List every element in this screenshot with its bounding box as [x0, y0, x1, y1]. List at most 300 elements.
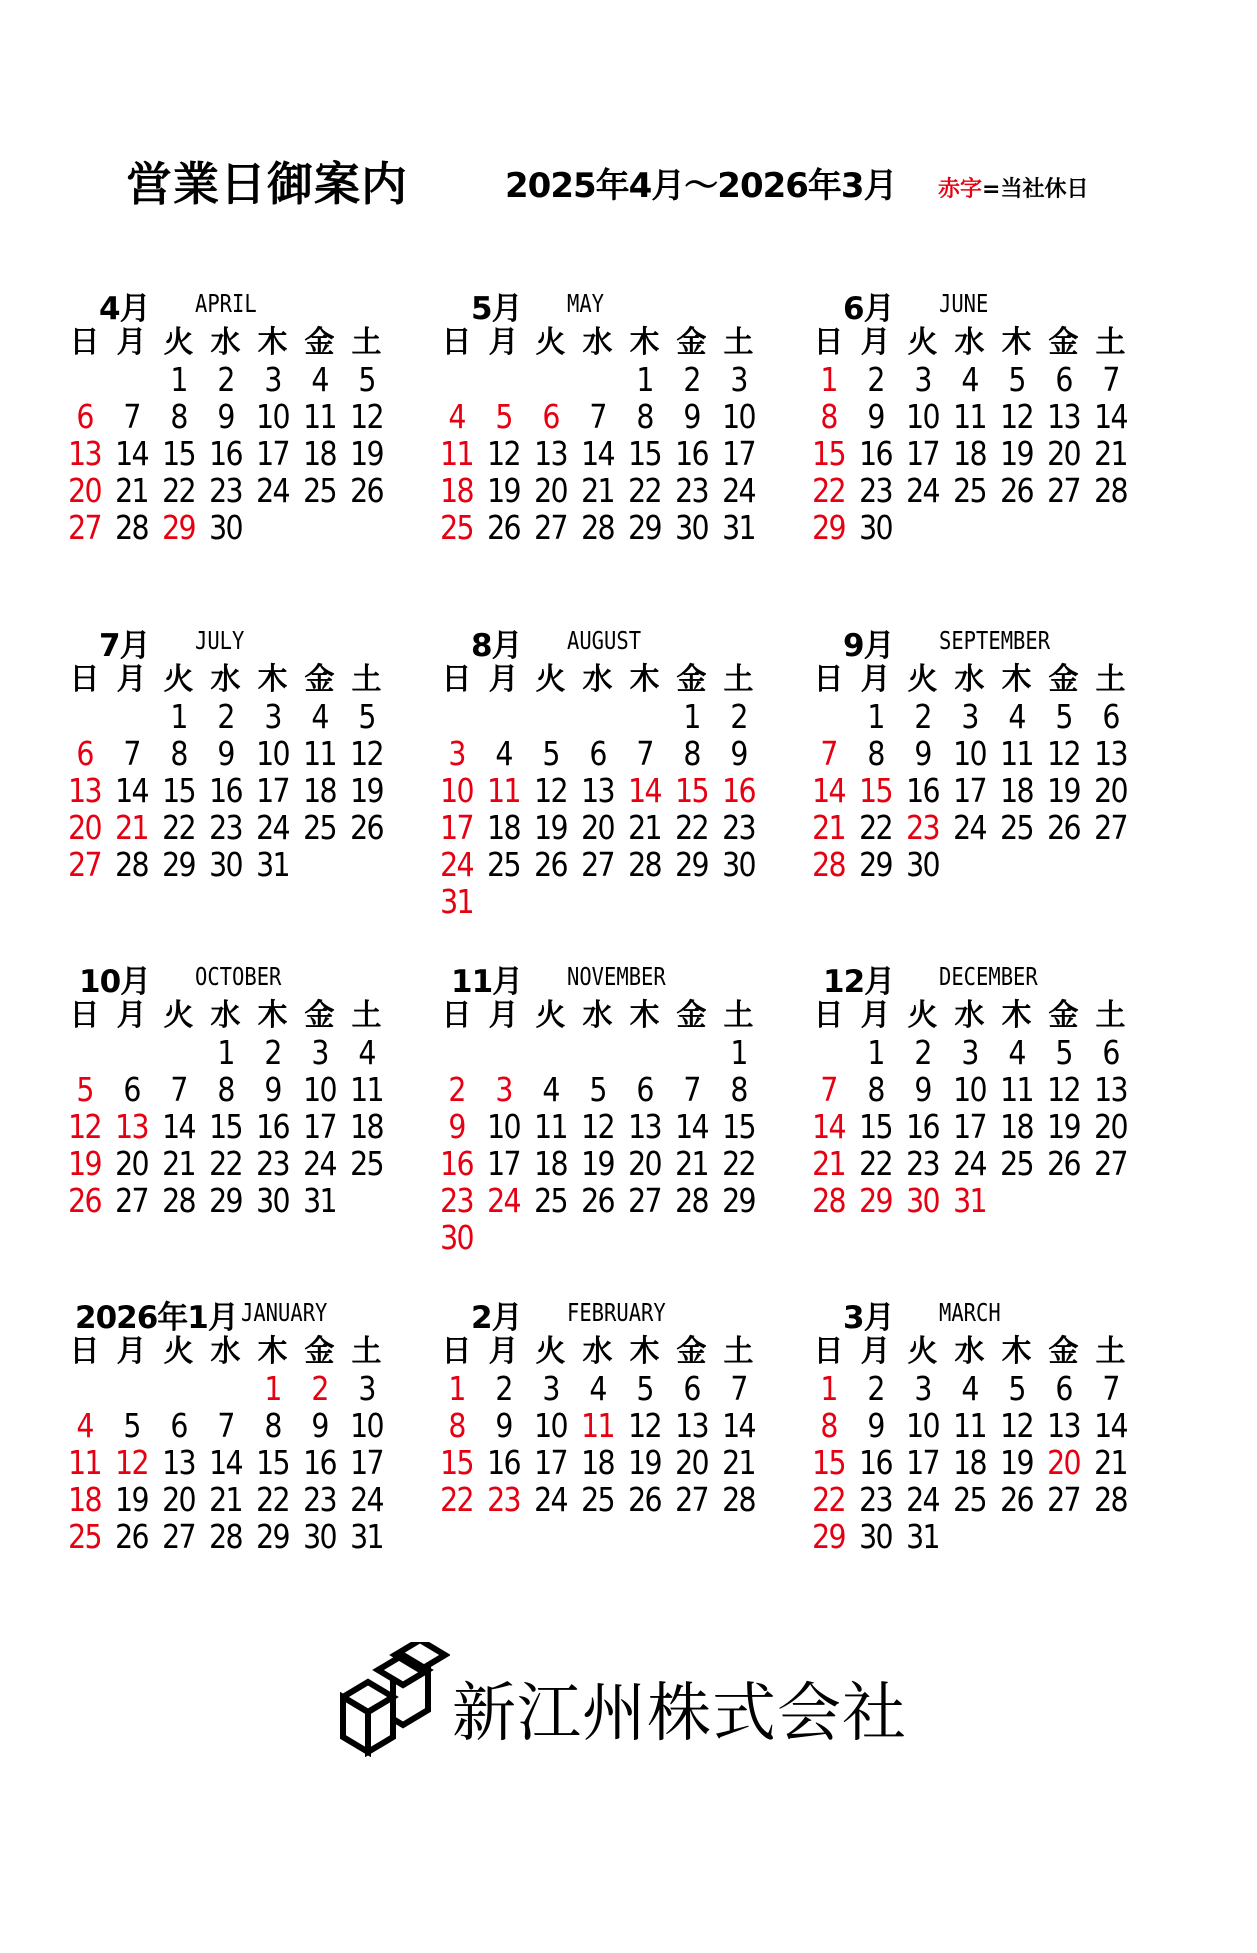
- day-cell: 5: [1008, 1369, 1025, 1408]
- empty-cell: [527, 1034, 574, 1071]
- day-cell: 27: [1047, 1480, 1080, 1519]
- month-header: [61, 283, 391, 327]
- day-cell: 16: [675, 434, 708, 473]
- day-cell: 1: [170, 360, 187, 399]
- day-cell: 30: [675, 508, 708, 547]
- calendar-period: 2025年4月～2026年3月: [505, 166, 897, 206]
- empty-cell: [61, 361, 108, 398]
- weekday-label: 火: [535, 662, 566, 697]
- day-cell: 12: [350, 734, 383, 773]
- day-cell: 19: [350, 771, 383, 810]
- day-cell: 18: [303, 771, 336, 810]
- day-cell: 2: [730, 697, 747, 736]
- month-june: [805, 283, 1135, 583]
- day-cell: 16: [859, 434, 892, 473]
- day-cell-holiday: 29: [812, 508, 845, 547]
- month-august: [433, 620, 763, 920]
- weekday-label: 土: [723, 662, 754, 697]
- weekday-label: 土: [723, 998, 754, 1033]
- day-cell: 10: [350, 1406, 383, 1445]
- day-cell: 30: [906, 845, 939, 884]
- day-cell-holiday: 16: [440, 1144, 473, 1183]
- day-cell: 25: [1000, 1144, 1033, 1183]
- weekday-label: 日: [813, 1334, 844, 1369]
- month-jp-label: 9月: [843, 628, 894, 664]
- day-cell-holiday: 12: [115, 1443, 148, 1482]
- day-cell: 11: [534, 1107, 567, 1146]
- day-cell: 23: [256, 1144, 289, 1183]
- weekday-label: 金: [676, 1334, 707, 1369]
- day-cell: 7: [170, 1070, 187, 1109]
- day-cell: 8: [170, 397, 187, 436]
- empty-cell: [433, 698, 480, 735]
- day-cell: 21: [581, 471, 614, 510]
- empty-cell: [480, 698, 527, 735]
- day-cell: 1: [867, 1033, 884, 1072]
- day-cell: 26: [1000, 471, 1033, 510]
- month-july: [61, 620, 391, 920]
- weekday-label: 木: [629, 1334, 660, 1369]
- weekday-label: 月: [488, 998, 519, 1033]
- day-cell: 28: [628, 845, 661, 884]
- weekday-label: 水: [582, 1334, 613, 1369]
- day-cell: 18: [953, 434, 986, 473]
- month-jp-label: 12月: [823, 964, 895, 1000]
- day-cell-holiday: 14: [812, 1107, 845, 1146]
- day-cell: 25: [953, 1480, 986, 1519]
- day-cell: 20: [628, 1144, 661, 1183]
- day-cell: 27: [1094, 808, 1127, 847]
- day-cell: 3: [961, 697, 978, 736]
- day-cell: 15: [209, 1107, 242, 1146]
- day-cell: 19: [350, 434, 383, 473]
- day-cell: 17: [256, 771, 289, 810]
- day-cell: 26: [1047, 808, 1080, 847]
- day-cell: 26: [350, 808, 383, 847]
- day-cell: 3: [914, 360, 931, 399]
- month-en-label: JUNE: [939, 289, 989, 318]
- day-cell: 18: [1000, 771, 1033, 810]
- weekday-label: 木: [629, 998, 660, 1033]
- day-cell: 25: [953, 471, 986, 510]
- day-cell: 11: [953, 1406, 986, 1445]
- day-cell: 10: [256, 734, 289, 773]
- day-cell-holiday: 15: [812, 434, 845, 473]
- day-cell: 16: [256, 1107, 289, 1146]
- weekday-label: 金: [676, 662, 707, 697]
- weekday-label: 木: [1001, 1334, 1032, 1369]
- weekday-label: 日: [69, 325, 100, 360]
- day-cell: 25: [303, 471, 336, 510]
- day-cell: 14: [675, 1107, 708, 1146]
- day-cell: 14: [209, 1443, 242, 1482]
- day-cell-holiday: 6: [542, 397, 559, 436]
- month-days-grid: [433, 661, 763, 920]
- month-december: [805, 956, 1135, 1256]
- day-cell-holiday: 11: [487, 771, 520, 810]
- day-cell: 3: [542, 1369, 559, 1408]
- day-cell-holiday: 5: [76, 1070, 93, 1109]
- month-header: [61, 1292, 391, 1336]
- day-cell-holiday: 13: [115, 1107, 148, 1146]
- day-cell-holiday: 27: [68, 508, 101, 547]
- day-cell-holiday: 22: [812, 1480, 845, 1519]
- day-cell-holiday: 28: [812, 1181, 845, 1220]
- month-january: [61, 1292, 391, 1592]
- day-cell: 28: [1094, 471, 1127, 510]
- weekday-label: 水: [210, 1334, 241, 1369]
- empty-cell: [527, 698, 574, 735]
- empty-cell: [155, 1034, 202, 1071]
- day-cell: 23: [303, 1480, 336, 1519]
- day-cell: 8: [264, 1406, 281, 1445]
- day-cell-holiday: 13: [68, 771, 101, 810]
- month-en-label: JULY: [195, 626, 245, 655]
- month-jp-label: 10月: [79, 964, 151, 1000]
- weekday-label: 水: [954, 325, 985, 360]
- day-cell: 22: [162, 471, 195, 510]
- day-cell: 11: [1000, 1070, 1033, 1109]
- weekday-label: 日: [441, 998, 472, 1033]
- day-cell: 21: [675, 1144, 708, 1183]
- empty-cell: [480, 361, 527, 398]
- company-name: 新江州株式会社: [452, 1677, 907, 1751]
- day-cell: 7: [1102, 1369, 1119, 1408]
- day-cell: 27: [581, 845, 614, 884]
- day-cell: 2: [217, 697, 234, 736]
- empty-cell: [61, 698, 108, 735]
- legend: [938, 172, 1088, 203]
- month-en-label: FEBRUARY: [567, 1298, 666, 1327]
- legend-red-label: 赤字: [938, 177, 983, 202]
- day-cell: 2: [264, 1033, 281, 1072]
- weekday-label: 木: [257, 1334, 288, 1369]
- month-days-grid: [61, 324, 391, 546]
- day-cell: 16: [303, 1443, 336, 1482]
- month-en-label: MARCH: [939, 1298, 1001, 1327]
- weekday-label: 金: [1048, 662, 1079, 697]
- day-cell: 27: [1094, 1144, 1127, 1183]
- month-days-grid: [433, 1333, 763, 1518]
- day-cell: 4: [495, 734, 512, 773]
- day-cell: 4: [961, 360, 978, 399]
- day-cell: 17: [350, 1443, 383, 1482]
- day-cell: 12: [1047, 734, 1080, 773]
- day-cell: 14: [115, 771, 148, 810]
- day-cell: 7: [123, 734, 140, 773]
- day-cell: 23: [209, 471, 242, 510]
- day-cell: 11: [350, 1070, 383, 1109]
- month-jp-label: 11月: [451, 964, 523, 1000]
- month-jp-label: 2026年1月: [75, 1300, 238, 1336]
- weekday-label: 土: [351, 325, 382, 360]
- day-cell: 23: [675, 471, 708, 510]
- day-cell: 9: [867, 397, 884, 436]
- day-cell: 28: [1094, 1480, 1127, 1519]
- month-september: [805, 620, 1135, 920]
- month-header: [805, 956, 1135, 1000]
- day-cell-holiday: 23: [440, 1181, 473, 1220]
- day-cell: 3: [264, 360, 281, 399]
- day-cell: 5: [358, 360, 375, 399]
- day-cell: 7: [589, 397, 606, 436]
- day-cell: 2: [867, 1369, 884, 1408]
- day-cell: 2: [217, 360, 234, 399]
- day-cell: 30: [256, 1181, 289, 1220]
- day-cell: 30: [209, 508, 242, 547]
- month-february: [433, 1292, 763, 1592]
- day-cell-holiday: 19: [68, 1144, 101, 1183]
- day-cell: 21: [722, 1443, 755, 1482]
- day-cell: 13: [675, 1406, 708, 1445]
- day-cell: 7: [730, 1369, 747, 1408]
- day-cell: 3: [264, 697, 281, 736]
- day-cell: 4: [1008, 1033, 1025, 1072]
- weekday-label: 月: [860, 1334, 891, 1369]
- weekday-label: 木: [257, 998, 288, 1033]
- day-cell: 14: [722, 1406, 755, 1445]
- day-cell-holiday: 21: [812, 808, 845, 847]
- month-october: [61, 956, 391, 1256]
- day-cell: 14: [162, 1107, 195, 1146]
- month-jp-label: 5月: [471, 291, 522, 327]
- day-cell: 20: [1047, 434, 1080, 473]
- day-cell: 1: [217, 1033, 234, 1072]
- day-cell: 29: [162, 845, 195, 884]
- weekday-label: 火: [907, 325, 938, 360]
- day-cell-holiday: 11: [68, 1443, 101, 1482]
- day-cell: 16: [209, 771, 242, 810]
- day-cell: 27: [115, 1181, 148, 1220]
- day-cell: 1: [636, 360, 653, 399]
- day-cell-holiday: 18: [440, 471, 473, 510]
- day-cell: 31: [722, 508, 755, 547]
- month-jp-label: 8月: [471, 628, 522, 664]
- day-cell: 29: [859, 845, 892, 884]
- day-cell: 17: [722, 434, 755, 473]
- month-header: [805, 620, 1135, 664]
- day-cell-holiday: 28: [812, 845, 845, 884]
- day-cell: 20: [1094, 771, 1127, 810]
- day-cell: 10: [953, 1070, 986, 1109]
- day-cell: 19: [1000, 1443, 1033, 1482]
- day-cell-holiday: 12: [68, 1107, 101, 1146]
- weekday-label: 月: [860, 998, 891, 1033]
- weekday-label: 水: [210, 325, 241, 360]
- day-cell: 13: [534, 434, 567, 473]
- day-cell: 14: [1094, 397, 1127, 436]
- day-cell: 23: [722, 808, 755, 847]
- day-cell: 7: [683, 1070, 700, 1109]
- day-cell: 17: [303, 1107, 336, 1146]
- month-days-grid: [805, 997, 1135, 1219]
- day-cell: 1: [867, 697, 884, 736]
- weekday-label: 金: [1048, 998, 1079, 1033]
- day-cell: 9: [217, 734, 234, 773]
- weekday-label: 木: [1001, 998, 1032, 1033]
- weekday-label: 日: [441, 325, 472, 360]
- day-cell: 15: [722, 1107, 755, 1146]
- day-cell: 26: [1000, 1480, 1033, 1519]
- day-cell: 9: [867, 1406, 884, 1445]
- month-days-grid: [61, 1333, 391, 1555]
- weekday-label: 木: [1001, 662, 1032, 697]
- day-cell: 24: [256, 808, 289, 847]
- day-cell: 16: [906, 1107, 939, 1146]
- day-cell-holiday: 1: [820, 360, 837, 399]
- day-cell: 6: [1055, 360, 1072, 399]
- day-cell: 7: [217, 1406, 234, 1445]
- month-en-label: NOVEMBER: [567, 962, 666, 991]
- month-march: [805, 1292, 1135, 1592]
- weekday-label: 日: [69, 998, 100, 1033]
- month-en-label: SEPTEMBER: [939, 626, 1051, 655]
- day-cell: 24: [534, 1480, 567, 1519]
- empty-cell: [202, 1370, 249, 1407]
- weekday-label: 月: [488, 662, 519, 697]
- day-cell: 30: [859, 508, 892, 547]
- weekday-label: 水: [954, 998, 985, 1033]
- day-cell: 18: [953, 1443, 986, 1482]
- weekday-label: 火: [163, 325, 194, 360]
- day-cell-holiday: 31: [953, 1181, 986, 1220]
- weekday-label: 土: [1095, 1334, 1126, 1369]
- day-cell: 24: [906, 471, 939, 510]
- day-cell: 12: [628, 1406, 661, 1445]
- month-days-grid: [805, 324, 1135, 546]
- day-cell-holiday: 20: [68, 808, 101, 847]
- month-header: [61, 620, 391, 664]
- day-cell: 10: [534, 1406, 567, 1445]
- day-cell: 20: [115, 1144, 148, 1183]
- day-cell: 12: [487, 434, 520, 473]
- day-cell: 28: [581, 508, 614, 547]
- day-cell: 1: [730, 1033, 747, 1072]
- empty-cell: [527, 361, 574, 398]
- day-cell: 18: [1000, 1107, 1033, 1146]
- day-cell: 3: [730, 360, 747, 399]
- day-cell: 12: [1000, 397, 1033, 436]
- month-en-label: DECEMBER: [939, 962, 1038, 991]
- weekday-label: 月: [860, 325, 891, 360]
- month-days-grid: [61, 997, 391, 1219]
- day-cell: 24: [256, 471, 289, 510]
- day-cell: 24: [350, 1480, 383, 1519]
- legend-rest-label: =当社休日: [982, 177, 1089, 202]
- weekday-label: 月: [116, 662, 147, 697]
- day-cell: 9: [264, 1070, 281, 1109]
- day-cell: 7: [123, 397, 140, 436]
- empty-cell: [433, 361, 480, 398]
- day-cell: 27: [675, 1480, 708, 1519]
- day-cell: 8: [217, 1070, 234, 1109]
- day-cell-holiday: 4: [76, 1406, 93, 1445]
- month-days-grid: [805, 661, 1135, 883]
- day-cell-holiday: 8: [820, 397, 837, 436]
- day-cell: 23: [859, 471, 892, 510]
- day-cell: 16: [906, 771, 939, 810]
- weekday-label: 土: [351, 1334, 382, 1369]
- day-cell-holiday: 2: [448, 1070, 465, 1109]
- day-cell: 17: [906, 434, 939, 473]
- day-cell: 26: [115, 1517, 148, 1556]
- day-cell: 21: [1094, 1443, 1127, 1482]
- day-cell: 29: [675, 845, 708, 884]
- day-cell: 20: [1094, 1107, 1127, 1146]
- day-cell-holiday: 20: [1047, 1443, 1080, 1482]
- day-cell: 1: [683, 697, 700, 736]
- day-cell: 30: [859, 1517, 892, 1556]
- weekday-label: 火: [907, 662, 938, 697]
- day-cell: 21: [209, 1480, 242, 1519]
- day-cell: 26: [487, 508, 520, 547]
- day-cell: 29: [628, 508, 661, 547]
- weekday-label: 木: [257, 325, 288, 360]
- day-cell: 31: [303, 1181, 336, 1220]
- day-cell: 9: [311, 1406, 328, 1445]
- weekday-label: 土: [351, 662, 382, 697]
- day-cell: 5: [589, 1070, 606, 1109]
- day-cell: 13: [1094, 1070, 1127, 1109]
- day-cell: 23: [859, 1480, 892, 1519]
- day-cell: 17: [534, 1443, 567, 1482]
- day-cell: 28: [722, 1480, 755, 1519]
- day-cell: 10: [906, 397, 939, 436]
- day-cell: 30: [722, 845, 755, 884]
- day-cell-holiday: 27: [68, 845, 101, 884]
- day-cell: 16: [859, 1443, 892, 1482]
- stacked-cubes-logo-icon: [340, 1642, 450, 1764]
- weekday-label: 火: [907, 998, 938, 1033]
- day-cell: 6: [1102, 1033, 1119, 1072]
- day-cell: 19: [1047, 1107, 1080, 1146]
- month-days-grid: [61, 661, 391, 883]
- day-cell: 16: [487, 1443, 520, 1482]
- month-jp-label: 3月: [843, 1300, 894, 1336]
- day-cell: 22: [628, 471, 661, 510]
- day-cell: 2: [683, 360, 700, 399]
- day-cell-holiday: 1: [448, 1369, 465, 1408]
- month-jp-label: 4月: [99, 291, 150, 327]
- day-cell: 25: [1000, 808, 1033, 847]
- weekday-label: 水: [582, 325, 613, 360]
- day-cell: 25: [350, 1144, 383, 1183]
- day-cell-holiday: 23: [487, 1480, 520, 1519]
- weekday-label: 水: [210, 662, 241, 697]
- day-cell: 9: [914, 1070, 931, 1109]
- day-cell: 13: [628, 1107, 661, 1146]
- day-cell-holiday: 1: [264, 1369, 281, 1408]
- day-cell: 24: [722, 471, 755, 510]
- day-cell: 24: [906, 1480, 939, 1519]
- month-en-label: MAY: [567, 289, 605, 318]
- day-cell: 19: [487, 471, 520, 510]
- weekday-label: 金: [676, 998, 707, 1033]
- day-cell: 22: [209, 1144, 242, 1183]
- day-cell-holiday: 26: [68, 1181, 101, 1220]
- empty-cell: [61, 1034, 108, 1071]
- month-header: [433, 283, 763, 327]
- weekday-label: 水: [210, 998, 241, 1033]
- day-cell: 31: [350, 1517, 383, 1556]
- day-cell: 28: [115, 508, 148, 547]
- day-cell: 28: [209, 1517, 242, 1556]
- empty-cell: [108, 1034, 155, 1071]
- day-cell-holiday: 18: [68, 1480, 101, 1519]
- weekday-label: 土: [723, 1334, 754, 1369]
- day-cell: 14: [115, 434, 148, 473]
- day-cell: 22: [859, 808, 892, 847]
